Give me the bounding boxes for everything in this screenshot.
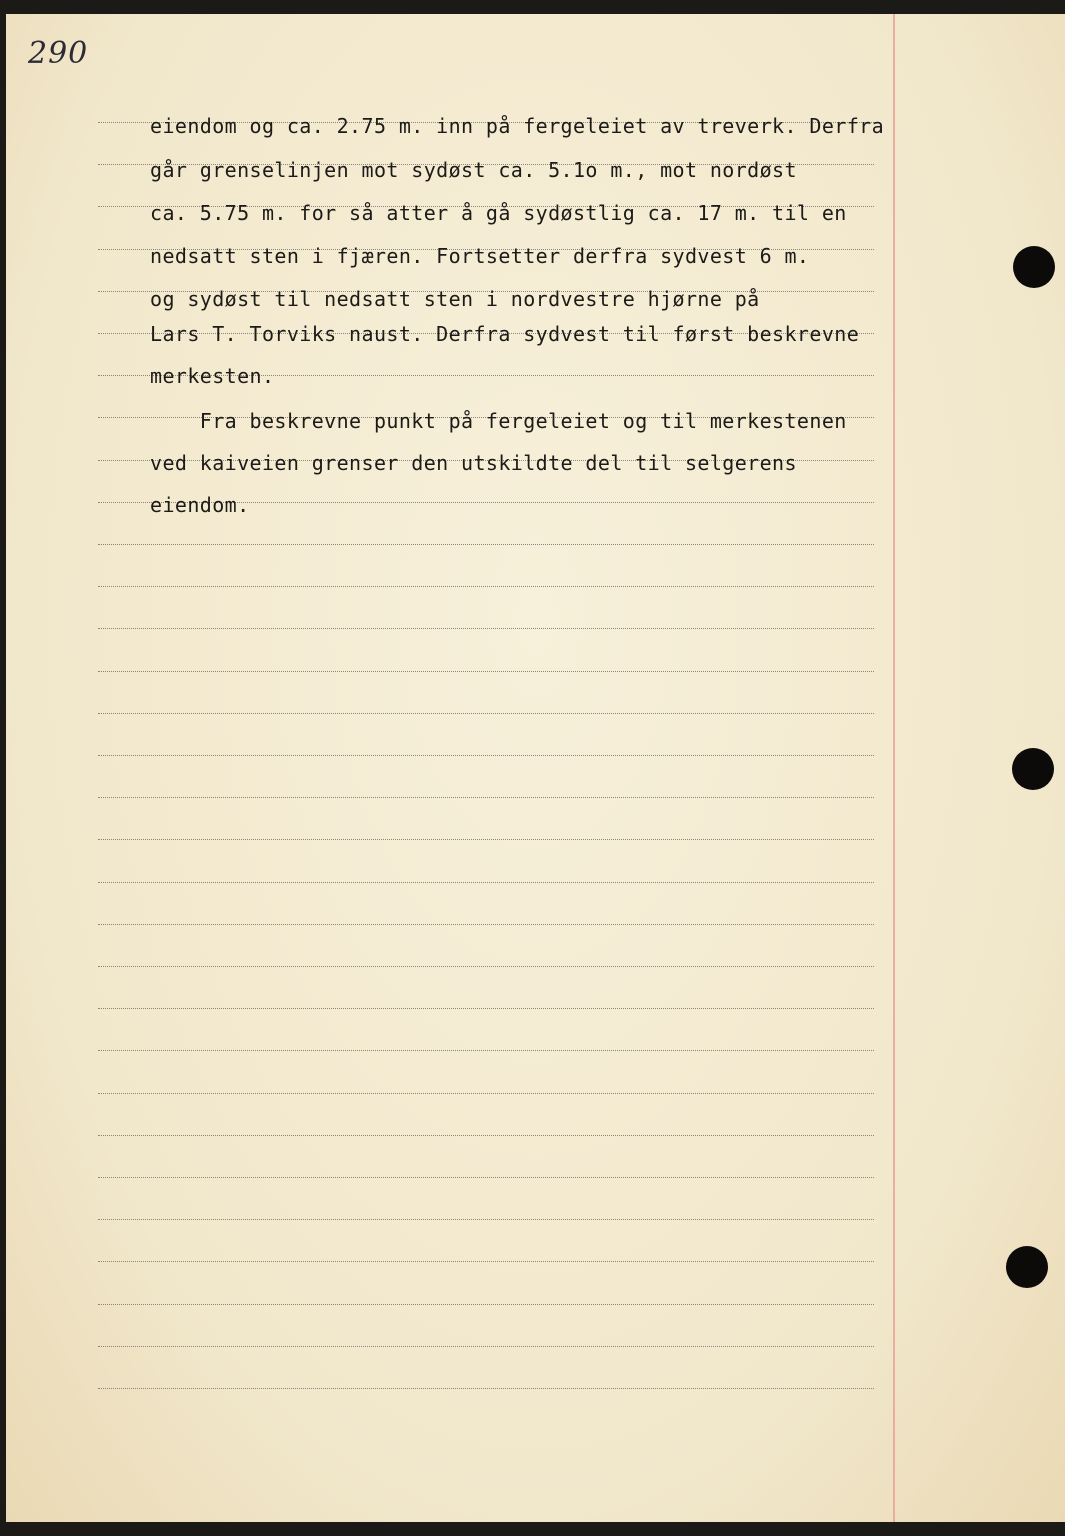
ruled-line [98, 966, 874, 967]
body-line-4: nedsatt sten i fjæren. Fortsetter derfra sydvest 6 m. [150, 244, 810, 268]
body-line-3: ca. 5.75 m. for så atter å gå sydøstlig ca. 17 m. til en [150, 201, 847, 225]
body-line-5: og sydøst til nedsatt sten i nordvestre hjørne på [150, 287, 760, 311]
ruled-line [98, 839, 874, 840]
punch-hole-bottom [1006, 1246, 1048, 1288]
ruled-line [98, 1388, 874, 1389]
ruled-line [98, 755, 874, 756]
ruled-line [98, 1219, 874, 1220]
ruled-line [98, 671, 874, 672]
ruled-line [98, 882, 874, 883]
ruled-line [98, 1008, 874, 1009]
scan-edge-bottom [0, 1522, 1065, 1536]
ruled-line [98, 1050, 874, 1051]
ruled-line [98, 797, 874, 798]
body-line-2: går grenselinjen mot sydøst ca. 5.1o m., mot nordøst [150, 158, 797, 182]
body-line-9: ved kaiveien grenser den utskildte del til selgerens [150, 451, 797, 475]
body-line-6: Lars T. Torviks naust. Derfra sydvest til først beskrevne [150, 322, 860, 346]
ruled-line [98, 1261, 874, 1262]
ruled-line [98, 1177, 874, 1178]
ruled-line [98, 628, 874, 629]
ruled-line [98, 586, 874, 587]
body-line-7: merkesten. [150, 364, 275, 388]
page-number: 290 [28, 36, 89, 71]
ruled-line [98, 1304, 874, 1305]
body-line-10: eiendom. [150, 493, 250, 517]
body-line-1: eiendom og ca. 2.75 m. inn på fergeleiet av treverk. Derfra [150, 114, 885, 138]
punch-hole-top [1013, 246, 1055, 288]
body-line-8: Fra beskrevne punkt på fergeleiet og til merkestenen [150, 409, 847, 433]
margin-line [893, 14, 895, 1522]
punch-hole-middle [1012, 748, 1054, 790]
ruled-line [98, 713, 874, 714]
document-page [6, 14, 1065, 1522]
ruled-line [98, 924, 874, 925]
ruled-line [98, 1135, 874, 1136]
ruled-line [98, 1093, 874, 1094]
ruled-line [98, 544, 874, 545]
ruled-line [98, 1346, 874, 1347]
